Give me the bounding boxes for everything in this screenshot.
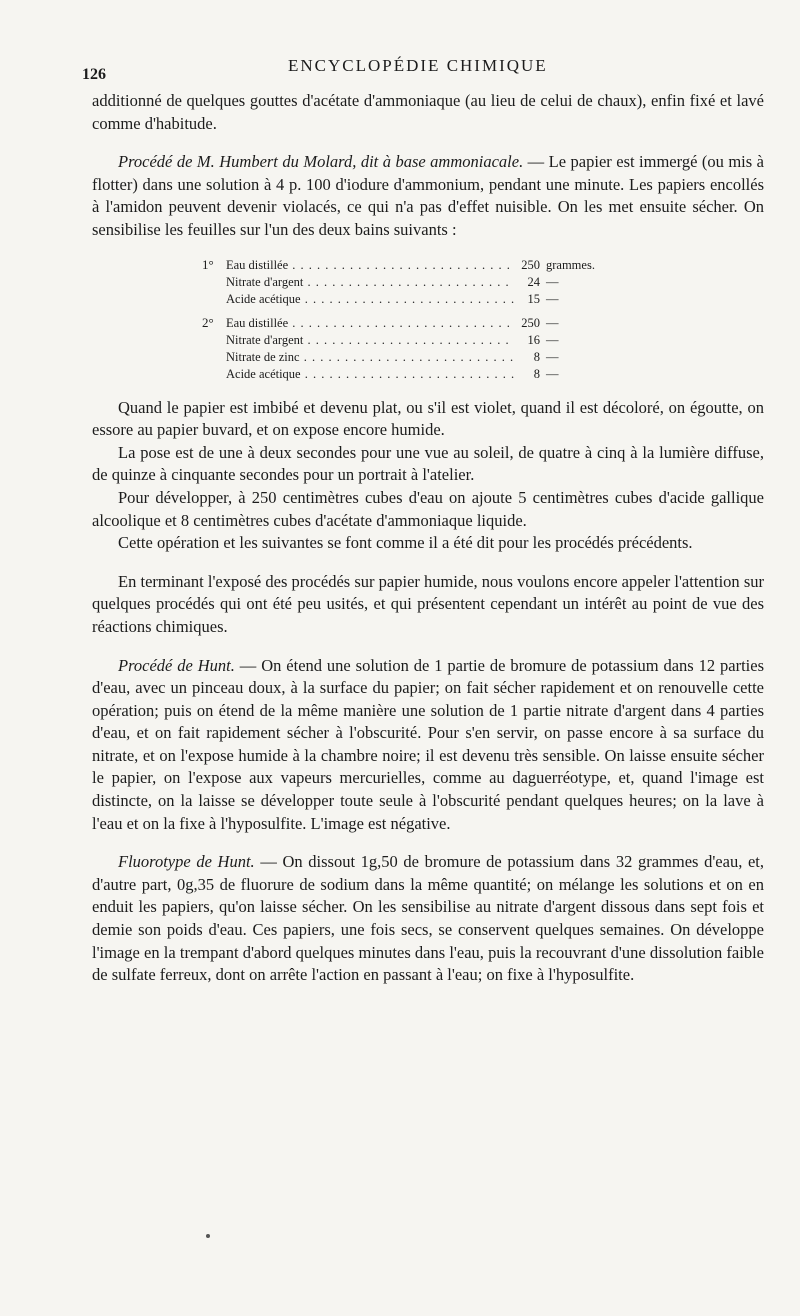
ingredient-name: Acide acétique . . . (226, 291, 514, 308)
paragraph-text: Quand le papier est imbibé et devenu plat, ou s'il est violet, quand il est décoloré, on égoutte, on essore au papier buvard, et on expose encore humide. (92, 397, 764, 440)
paragraph (92, 571, 764, 639)
ingredient-unit: — (546, 332, 559, 347)
ingredient-quantity: 250 (521, 257, 540, 272)
ingredient-name: Eau distillée . . . (226, 257, 514, 274)
section-lead: Procédé de Hunt. (118, 655, 235, 675)
paragraph-text: La pose est de une à deux secondes pour une vue au soleil, de quatre à cinq à la lumière diffuse, de quinze à cinquante secondes pour un portrait à l'atelier. (92, 442, 764, 485)
recipe-row (202, 332, 764, 349)
paragraph (92, 851, 764, 987)
recipe-row (202, 256, 764, 274)
recipe-row (202, 274, 764, 291)
recipe-row (202, 314, 764, 332)
recipe-bath-1 (202, 256, 764, 308)
recipe-table (202, 256, 764, 383)
paragraph (92, 90, 764, 135)
ingredient-quantity: 15 (527, 291, 540, 306)
paragraph (92, 151, 764, 241)
body-text-top (92, 90, 764, 242)
ingredient-unit: — (546, 366, 559, 381)
ingredient-unit: — (546, 315, 559, 330)
print-speck (206, 1234, 210, 1238)
paragraph-text: — Le papier est immergé (ou mis à flotter) dans une solution à 4 p. 100 d'iodure d'ammonium, pendant une minute. Les papiers encollés à l'amidon peuvent devenir violacés, ce qui n'a pas d'effet nuisible. On les met ensuite sécher. On sensibilise les feuilles sur l'un des deux bains suivants : (92, 152, 764, 239)
ingredient-quantity: 8 (533, 349, 540, 364)
paragraph-text: additionné de quelques gouttes d'acétate d'ammoniaque (au lieu de celui de chaux), enfin fixé et lavé comme d'habitude. (92, 91, 764, 133)
ingredient-name: Nitrate d'argent . . . (226, 332, 514, 349)
paragraph (92, 487, 764, 532)
ingredient-name: Nitrate d'argent . . . (226, 274, 514, 291)
paragraph-text: — On dissout 1g,50 de bromure de potassium dans 32 grammes d'eau, et, d'autre part, 0g,35 de fluorure de sodium dans la même quantité; on mélange les solutions et on en enduit les papiers, qu'on laisse sécher. On les sensibilise au nitrate d'argent dissous dans sept fois et demie son poids d'eau. Ces papiers, une fois secs, se conservent quelques semaines. On développe l'image en la trempant d'abord quelques minutes dans l'eau, puis la recouvrant d'une dissolution faible de sulfate ferreux, dont on arrête l'action en passant à l'eau; on fixe à l'hyposulfite. (92, 852, 764, 985)
ingredient-unit: grammes. (546, 257, 595, 272)
ingredient-quantity: 24 (527, 274, 540, 289)
bath-number: 1° (202, 256, 214, 272)
recipe-row (202, 291, 764, 308)
ingredient-name: Nitrate de zinc . . . (226, 349, 514, 366)
running-title: ENCYCLOPÉDIE CHIMIQUE (288, 56, 548, 75)
ingredient-unit: — (546, 291, 559, 306)
ingredient-unit: — (546, 349, 559, 364)
paragraph-text: En terminant l'exposé des procédés sur papier humide, nous voulons encore appeler l'attention sur quelques procédés qui ont été peu usités, et qui présentent cependant un intérêt au point de vue des réactions chimiques. (92, 571, 764, 636)
body-text-bottom (92, 397, 764, 987)
paragraph (92, 655, 764, 836)
recipe-row (202, 349, 764, 366)
paragraph-text: Pour développer, à 250 centimètres cubes d'eau on ajoute 5 centimètres cubes d'acide gallique alcoolique et 8 centimètres cubes d'acétate d'ammoniaque liquide. (92, 487, 764, 530)
page-number: 126 (82, 66, 106, 83)
paragraph-text: — On étend une solution de 1 partie de bromure de potassium dans 12 parties d'eau, avec un pinceau doux, à la surface du papier; on fait sécher rapidement et on renouvelle cette opération; puis on étend de la même manière une solution de 1 partie nitrate d'argent dans 4 parties d'eau, et on fait rapidement sécher à l'obscurité. Pour s'en servir, on passe encore à sa surface du nitrate, et on l'expose humide à la chambre noire; il est devenu très sensible. On laisse ensuite sécher le papier, on l'expose aux vapeurs mercurielles, comme au daguerréotype, et, quand l'image est distincte, on la laisse se développer toute seule à l'obscurité pendant quelques heures; on la lave à l'eau et on la fixe à l'hyposulfite. L'image est négative. (92, 655, 765, 833)
recipe-bath-2 (202, 314, 764, 383)
paragraph-text: Cette opération et les suivantes se font comme il a été dit pour les procédés précédents. (118, 533, 693, 553)
ingredient-unit: — (546, 274, 559, 289)
ingredient-name: Eau distillée . . . (226, 315, 514, 332)
section-lead: Fluorotype de Hunt. (118, 852, 255, 872)
paragraph (92, 397, 764, 442)
ingredient-quantity: 8 (533, 366, 540, 381)
section-lead: Procédé de M. Humbert du Molard, dit à base ammoniacale. (118, 152, 524, 172)
paragraph (92, 532, 764, 555)
ingredient-quantity: 16 (527, 332, 540, 347)
paragraph (92, 442, 764, 487)
recipe-row (202, 366, 764, 383)
bath-number: 2° (202, 314, 214, 330)
ingredient-name: Acide acétique . . . (226, 366, 514, 383)
ingredient-quantity: 250 (521, 315, 540, 330)
page-header (82, 50, 764, 90)
